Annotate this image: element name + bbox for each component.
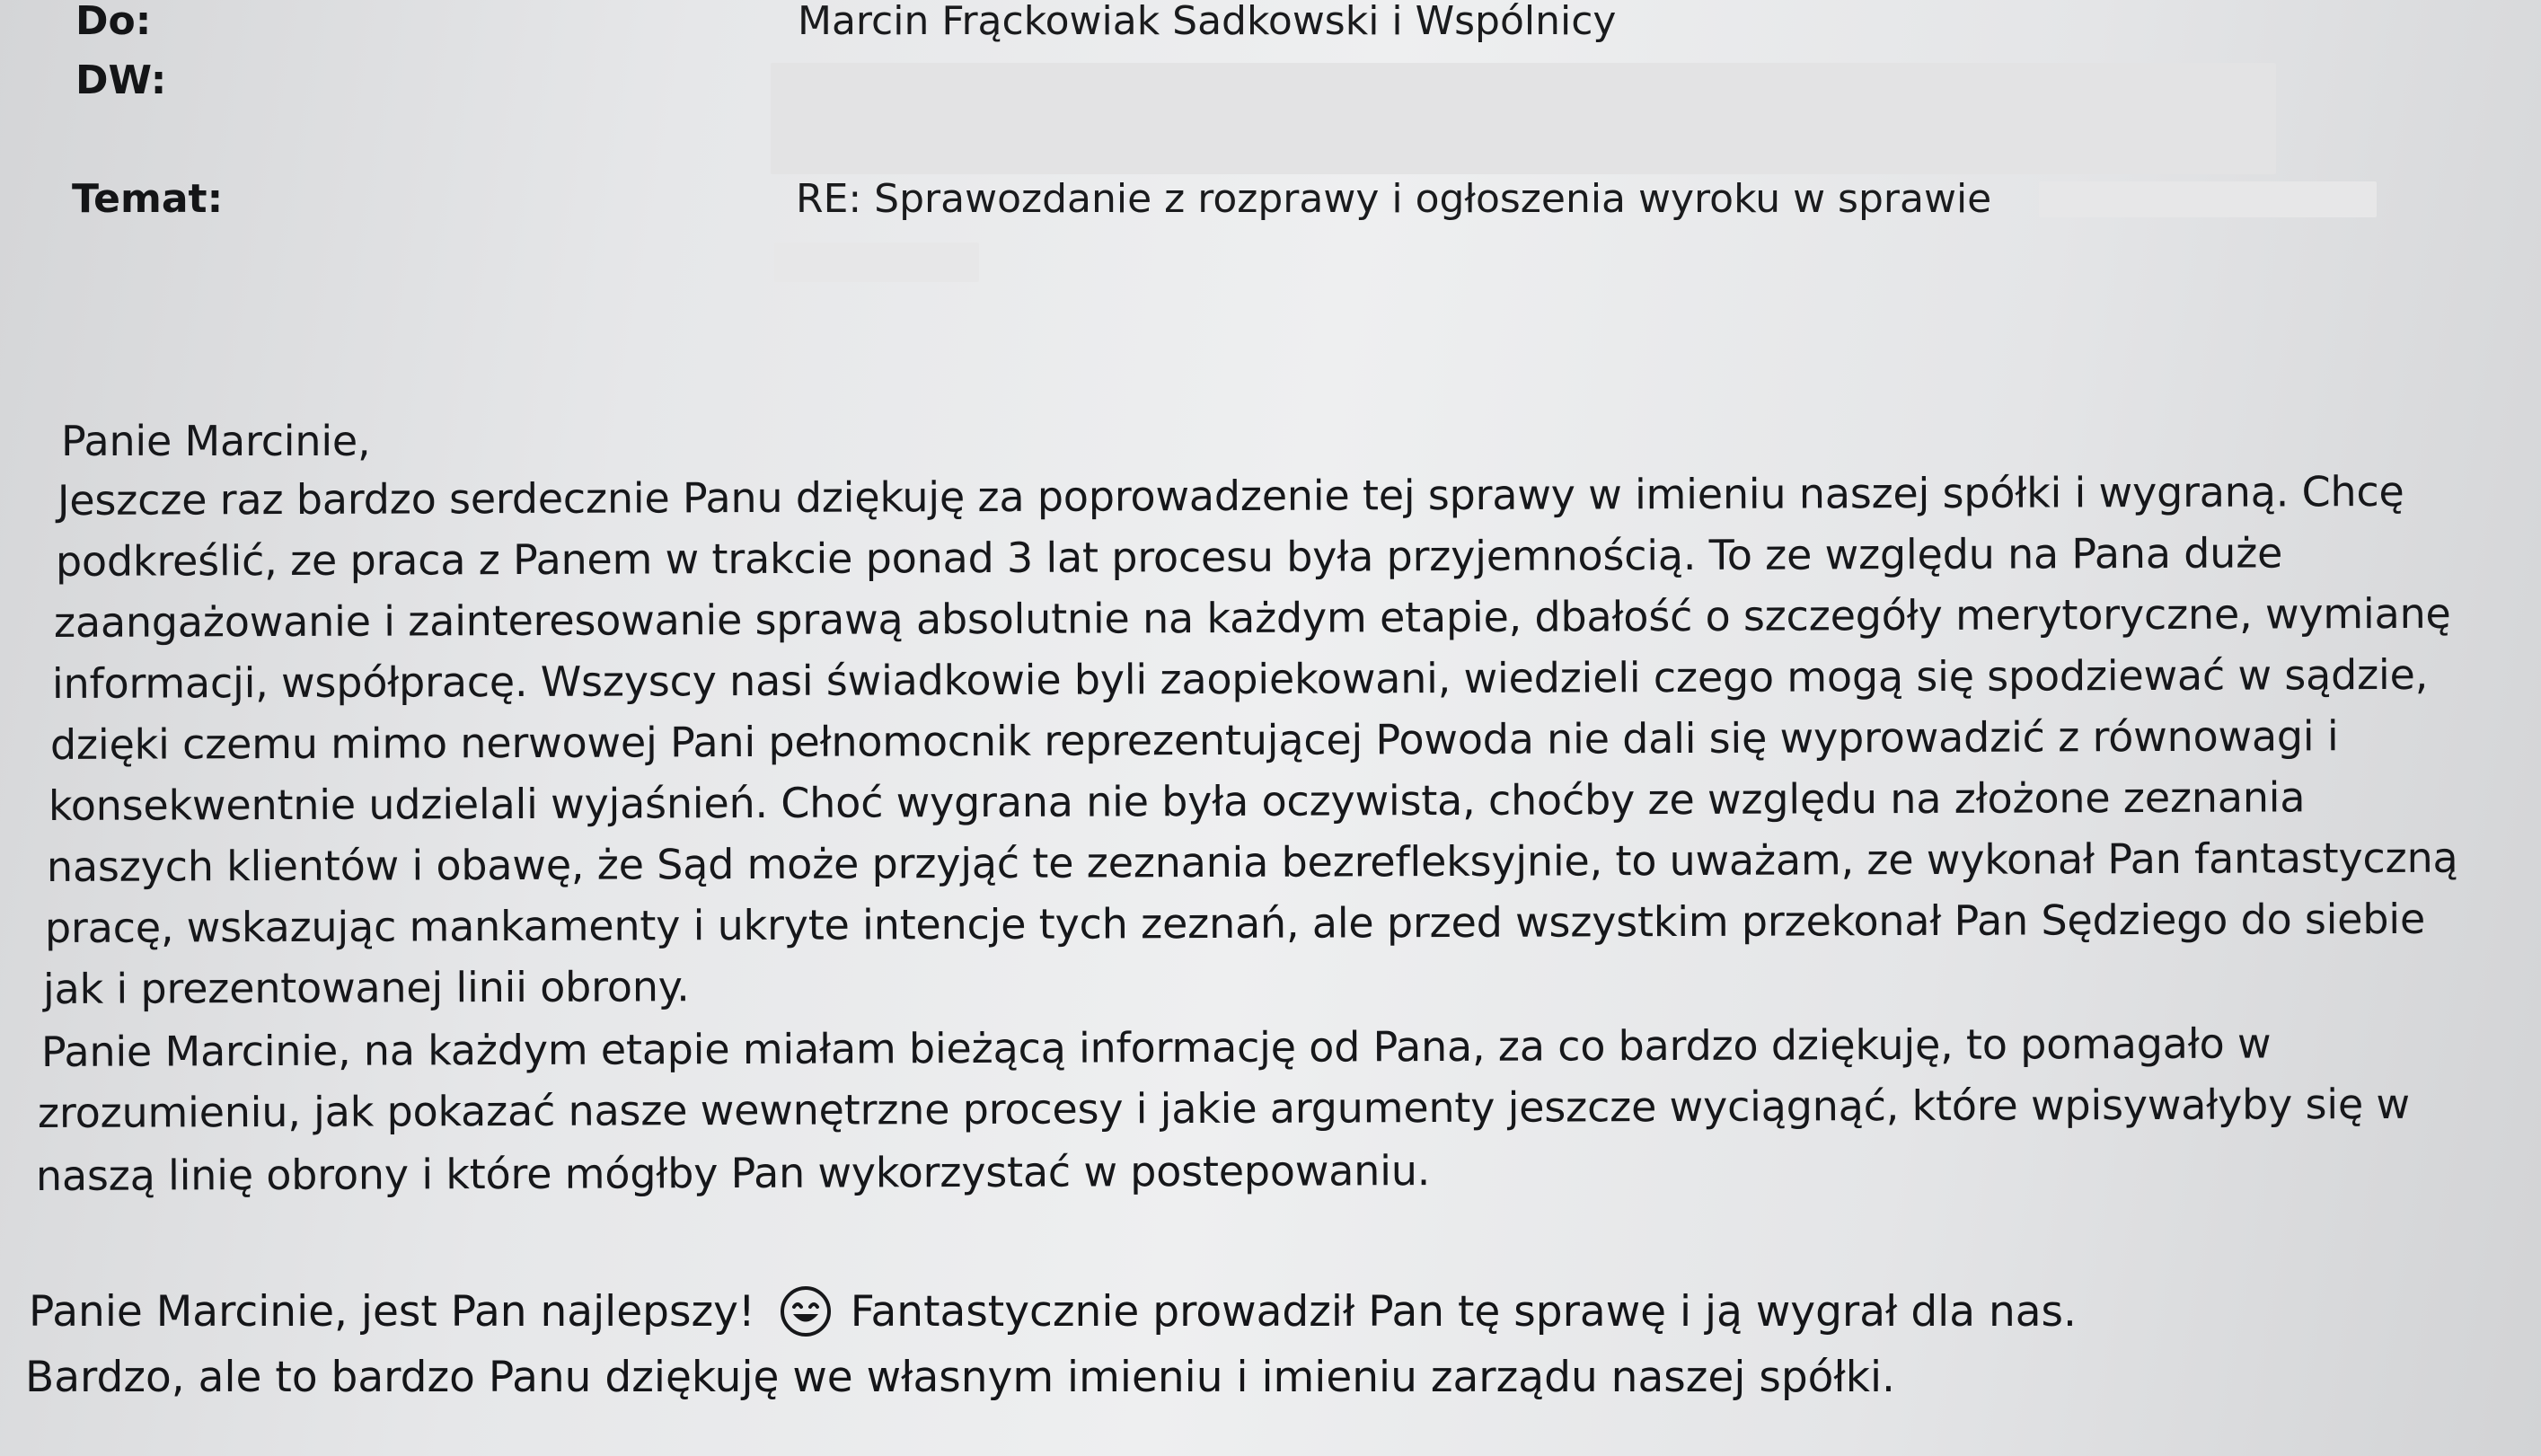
paragraph-1-line-2: podkreślić, ze praca z Panem w trakcie ponad 3 lat procesu była przyjemnością. To ze względu na Pana duże (55, 528, 2283, 586)
paragraph-1-line-5: dzięki czemu mimo nerwowej Pani pełnomocnik reprezentującej Powoda nie dali się wyprowadzić z równowagi i (49, 711, 2339, 769)
paragraph-1-line-6: konsekwentnie udzielali wyjaśnień. Choć wygrana nie była oczywista, choćby ze względu na złożone zeznania (48, 772, 2306, 830)
paragraph-2-line-3: naszą linię obrony i które mógłby Pan wykorzystać w postepowaniu. (35, 1146, 1431, 1200)
paragraph-1-line-9: jak i prezentowanej linii obrony. (42, 962, 690, 1013)
paragraph-1-line-8: pracę, wskazując mankamenty i ukryte intencje tych zeznań, ale przed wszystkim przekonał Pan Sędziego do siebie (44, 894, 2426, 952)
subject-label: Temat: (72, 176, 224, 222)
closing-line-1 (29, 1283, 2077, 1340)
subject-redaction-line2 (774, 243, 979, 282)
paragraph-1-line-4: informacji, współpracę. Wszyscy nasi świadkowie byli zaopiekowani, wiedzieli czego mogą się spodziewać w sądzie, (51, 649, 2429, 708)
to-label: Do: (75, 0, 152, 44)
paragraph-1-line-1: Jeszcze raz bardzo serdecznie Panu dziękuję za poprowadzenie tej sprawy w imieniu naszej spółki i wygraną. Chcę (57, 466, 2404, 525)
paragraph-2-line-1: Panie Marcinie, na każdym etapie miałam bieżącą informację od Pana, za co bardzo dziękuję, to pomagało w (40, 1019, 2272, 1076)
cc-redaction (771, 63, 2276, 174)
subject-value: RE: Sprawozdanie z rozprawy i ogłoszenia wyroku w sprawie (796, 176, 1992, 222)
closing-line-2: Bardzo, ale to bardzo Panu dziękuję we własnym imieniu i imieniu zarządu naszej spółki. (25, 1352, 1895, 1402)
subject-redaction (2039, 181, 2377, 217)
to-value: Marcin Frąckowiak Sadkowski i Wspólnicy (798, 0, 1617, 44)
paragraph-2-line-2: zrozumieniu, jak pokazać nasze wewnętrzne procesy i jakie argumenty jeszcze wyciągnąć, które wpisywałyby się w (37, 1079, 2410, 1137)
closing-praise-text: Panie Marcinie, jest Pan najlepszy! (29, 1286, 755, 1337)
cc-label: DW: (75, 57, 167, 103)
smiling-face-icon (779, 1284, 833, 1338)
greeting: Panie Marcinie, (61, 417, 371, 465)
closing-thanks-text: Fantastycznie prowadził Pan tę sprawę i ją wygrał dla nas. (850, 1286, 2077, 1337)
paragraph-1-line-7: naszych klientów i obawę, że Sąd może przyjąć te zeznania bezrefleksyjnie, to uważam, ze wykonał Pan fantastyczną (46, 833, 2458, 891)
paragraph-1-line-3: zaangażowanie i zainteresowanie sprawą absolutnie na każdym etapie, dbałość o szczegóły merytoryczne, wymianę (53, 588, 2451, 647)
